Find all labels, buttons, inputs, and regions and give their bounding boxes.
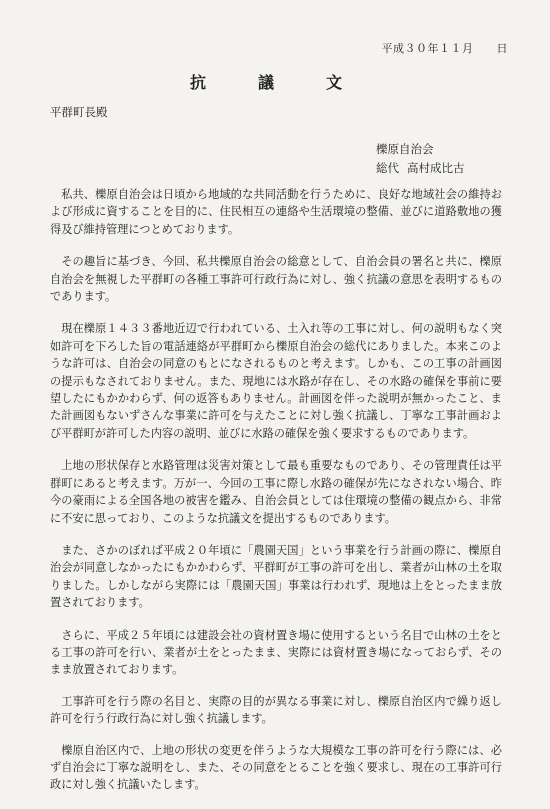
addressee: 平群町長殿 — [50, 105, 108, 119]
sender-block — [376, 140, 465, 178]
body-paragraph-3: 現在櫟原１４３３番地近辺で行われている、土入れ等の工事に対し、何の説明もなく突如許可を下ろした旨の電話連絡が平群町から櫟原自治会の総代にありました。本来このような許可は、自治会の同意のもとになされるものと考えます。しかも、この工事の計画図の提示もなされておりません。また、現地には水路が存在し、その水路の確保を事前に要望したにもかかわらず、何の返答もありません。計画図を伴った説明が無かったこと、また計画図もないずさんな事業に許可を与えたことに対し強く抗議し、丁寧な工事計画および平群町が許可した内容の説明、並びに水路の確保を強く要求するものであります。 — [50, 322, 502, 440]
body-paragraph-2: その趣旨に基づき、今回、私共櫟原自治会の総意として、自治会員の署名と共に、櫟原自治会を無視した平群町の各種工事許可行政行為に対し、強く抗議の意思を表明するものであります。 — [50, 255, 502, 304]
body-paragraph-4: 上地の形状保存と水路管理は災害対策として最も重要なものであり、その管理責任は平群町にあると考えます。万が一、今回の工事に際し水路の確保が先になされない場合、昨今の豪雨による全国各地の被害を鑑み、自治会員としては住環境の整備の観点から、非常に不安に思っており、このような抗議文を提出するものであります。 — [50, 459, 502, 525]
letter-body — [50, 186, 502, 809]
body-paragraph-7: 工事許可を行う際の名目と、実際の目的が異なる事業に対し、櫟原自治区内で繰り返し許可を行う行政行為に対し強く抗議します。 — [50, 694, 502, 726]
sender-organization: 櫟原自治会 — [376, 142, 434, 156]
body-paragraph-5: また、さかのぼれば平成２０年頃に「農園天国」という事業を行う計画の際に、櫟原自治会が同意しなかったにもかかわらず、平群町が工事の許可を出し、業者が山林の土を取りました。しかしながら実際には「農園天国」事業は行われず、現地は上をとったまま放置されております。 — [50, 543, 502, 610]
sender-role: 総代 — [376, 161, 399, 175]
sender-name: 高村成比古 — [407, 161, 465, 175]
body-paragraph-1: 私共、櫟原自治会は日頃から地域的な共同活動を行うために、良好な地域社会の維持および形成に資することを目的に、住民相互の連絡や生活環境の整備、並びに道路敷地の獲得及び維持管理につとめております。 — [50, 188, 502, 236]
sender-representative — [376, 159, 465, 178]
letter-title: 抗 議 文 — [189, 73, 360, 92]
body-paragraph-8: 櫟原自治区内で、上地の形状の変更を伴うような大規模な工事の許可を行う際には、必ず自治会に丁寧な説明をし、また、その同意をとることを強く要求し、現在の工事許可行政に対し強く抗議いたします。 — [50, 743, 502, 792]
body-paragraph-6: さらに、平成２５年頃には建設会社の資材置き場に使用するという名目で山林の土をとる工事の許可を行い、業者が土をとったまま、実際には資材置き場になっておらず、そのまま放置されております。 — [50, 628, 502, 677]
letter-date: 平成３０年１１月 日 — [381, 42, 508, 55]
